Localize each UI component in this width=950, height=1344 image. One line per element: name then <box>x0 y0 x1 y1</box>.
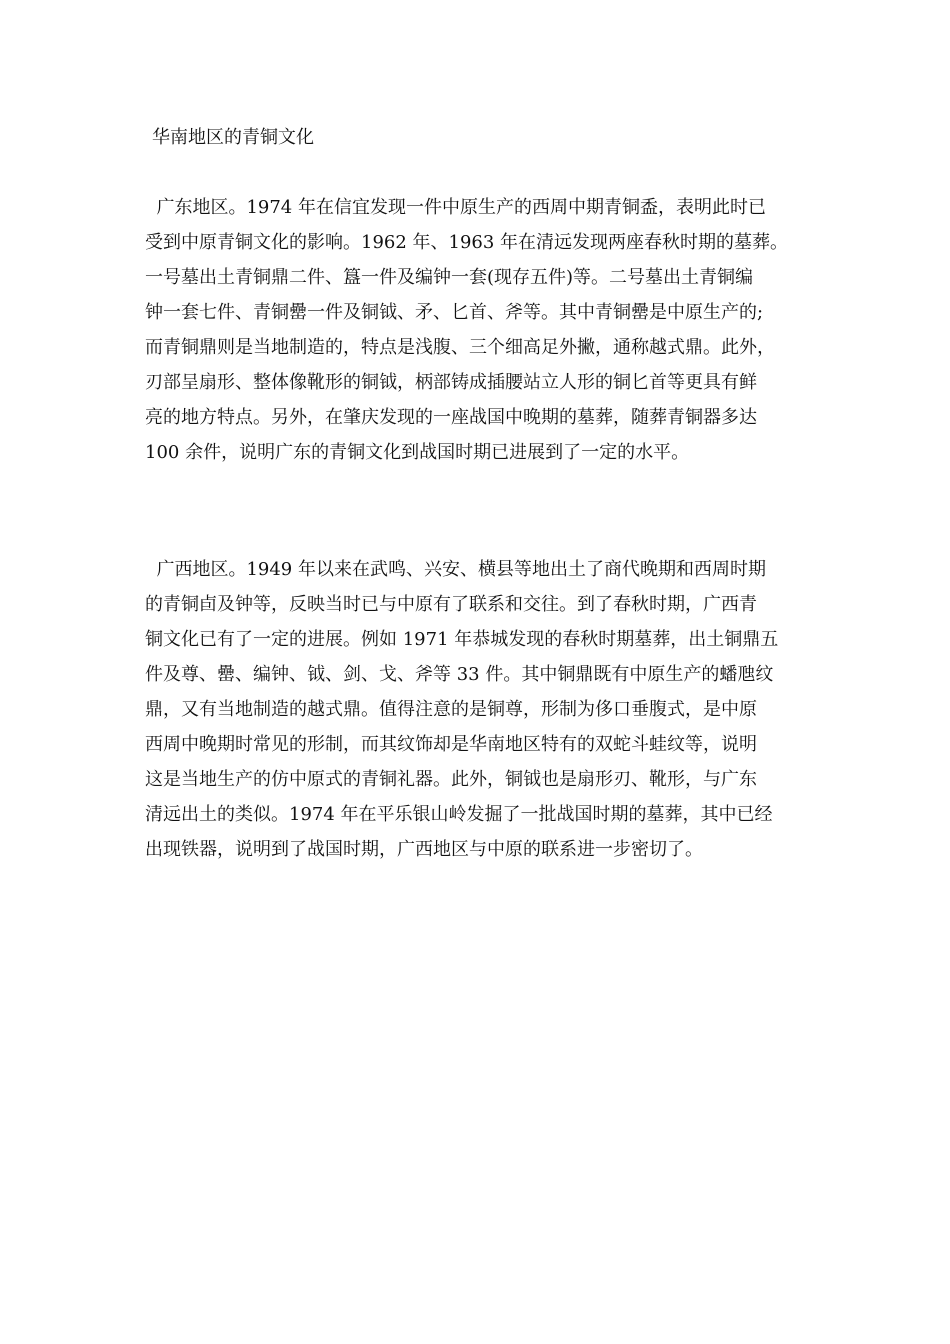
text-line: 受到中原青铜文化的影响。1962 年、1963 年在清远发现两座春秋时期的墓葬。 <box>145 232 789 253</box>
text-line: 一号墓出土青铜鼎二件、簋一件及编钟一套(现存五件)等。二号墓出土青铜编 <box>145 267 754 288</box>
text-line: 广东地区。1974 年在信宜发现一件中原生产的西周中期青铜盉，表明此时已 <box>145 197 766 218</box>
text-line: 铜文化已有了一定的进展。例如 1971 年恭城发现的春秋时期墓葬，出土铜鼎五 <box>145 629 779 650</box>
text-line: 钟一套七件、青铜罍一件及铜钺、矛、匕首、斧等。其中青铜罍是中原生产的; <box>145 302 764 323</box>
text-line: 件及尊、罍、编钟、钺、剑、戈、斧等 33 件。其中铜鼎既有中原生产的蟠虺纹 <box>145 664 774 685</box>
text-line: 出现铁器，说明到了战国时期，广西地区与中原的联系进一步密切了。 <box>145 839 703 860</box>
text-line: 广西地区。1949 年以来在武鸣、兴安、横县等地出土了商代晚期和西周时期 <box>145 559 766 580</box>
text-line: 的青铜卣及钟等，反映当时已与中原有了联系和交往。到了春秋时期，广西青 <box>145 594 757 615</box>
text-line: 亮的地方特点。另外，在肇庆发现的一座战国中晚期的墓葬，随葬青铜器多达 <box>145 407 757 428</box>
text-line: 清远出土的类似。1974 年在平乐银山岭发掘了一批战国时期的墓葬，其中已经 <box>145 804 773 825</box>
paragraph-guangdong <box>145 190 805 470</box>
text-line: 这是当地生产的仿中原式的青铜礼器。此外，铜钺也是扇形刃、靴形，与广东 <box>145 769 757 790</box>
document-title: 华南地区的青铜文化 <box>152 127 314 148</box>
text-line: 西周中晚期时常见的形制，而其纹饰却是华南地区特有的双蛇斗蛙纹等，说明 <box>145 734 757 755</box>
text-line: 刃部呈扇形、整体像靴形的铜钺，柄部铸成插腰站立人形的铜匕首等更具有鲜 <box>145 372 757 393</box>
text-line: 而青铜鼎则是当地制造的，特点是浅腹、三个细高足外撇，通称越式鼎。此外， <box>145 337 775 358</box>
text-line: 100 余件，说明广东的青铜文化到战国时期已进展到了一定的水平。 <box>145 442 690 463</box>
paragraph-guangxi <box>145 552 805 867</box>
text-line: 鼎，又有当地制造的越式鼎。值得注意的是铜尊，形制为侈口垂腹式，是中原 <box>145 699 757 720</box>
